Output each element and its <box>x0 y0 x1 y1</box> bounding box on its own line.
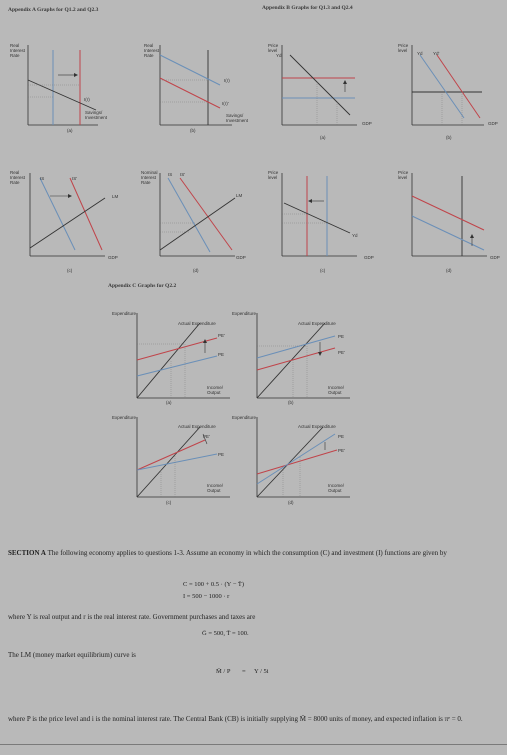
axis-label-actual-c3: Actual Expenditure <box>178 424 216 429</box>
panel-label-c1: (a) <box>166 400 172 405</box>
axis-label-income-c2: Income/ Output <box>328 385 345 395</box>
panel-label-c2: (b) <box>288 400 294 405</box>
section-intro <box>8 548 498 558</box>
panel-label-b1: (a) <box>320 135 326 140</box>
panel-label-a4: (d) <box>193 268 199 273</box>
axis-label-gdp-b3: GDP <box>364 255 374 260</box>
axis-label-price-b4: Price level <box>398 170 409 180</box>
panel-label-b3: (c) <box>320 268 326 273</box>
curve-label-yd-b2: Yd <box>417 51 423 56</box>
panel-label-b4: (d) <box>446 268 452 273</box>
axis-label-savings-a1: Savings/ Investment <box>85 110 108 120</box>
paragraph-lm: The LM (money market equilibrium) curve is <box>8 651 136 659</box>
section-title: SECTION A <box>8 549 46 557</box>
axis-label-real-interest-a1: Real Interest Rate <box>10 43 26 58</box>
axis-label-gdp-a3: GDP <box>108 255 118 260</box>
curve-label-is-a3: IS <box>40 176 45 181</box>
axis-label-price-b3: Price level <box>268 170 279 180</box>
graph-b3 <box>262 168 362 263</box>
curve-label-lm-a4: LM <box>236 193 243 198</box>
axis-label-gdp-a4: GDP <box>236 255 246 260</box>
axis-label-gdp-b4: GDP <box>490 255 500 260</box>
curve-label-is2-a4: IS' <box>180 172 186 177</box>
panel-label-c4: (d) <box>288 500 294 505</box>
axis-label-actual-c2: Actual Expenditure <box>298 321 336 326</box>
curve-label-is2-a3: IS' <box>72 176 78 181</box>
axis-label-income-c1: Income/ Output <box>207 385 224 395</box>
appendix-c-header: Appendix C Graphs for Q2.2 <box>108 283 177 289</box>
curve-label-pe2-c1: PE' <box>218 333 225 338</box>
curve-label-pe-c4: PE <box>338 434 345 439</box>
axis-label-nominal-interest-a4: Nominal Interest Rate <box>141 170 158 185</box>
curve-label-yd-b1: Yd <box>276 53 282 58</box>
axis-label-income-c4: Income/ Output <box>328 483 345 493</box>
panel-label-b2: (b) <box>446 135 452 140</box>
axis-label-savings-a2: Savings/ Investment <box>226 113 249 123</box>
graph-b2 <box>392 40 492 140</box>
axis-label-expenditure-c1: Expenditure <box>112 311 137 316</box>
axis-label-expenditure-c2: Expenditure <box>232 311 257 316</box>
bottom-divider <box>0 744 507 745</box>
paragraph-government: where Y is real output and r is the real interest rate. Government purchases and taxes are <box>8 613 256 621</box>
curve-label-pe-c1: PE <box>218 352 225 357</box>
curve-label-pe2-c4: PE' <box>338 448 345 453</box>
axis-label-actual-c4: Actual Expenditure <box>298 424 336 429</box>
panel-label-a3: (c) <box>67 268 73 273</box>
curve-label-pe-c3: PE <box>218 452 225 457</box>
curve-label-ir-a1: I(r) <box>84 97 90 102</box>
panel-label-a2: (b) <box>190 128 196 133</box>
axis-label-gdp-b2: GDP <box>488 121 498 126</box>
section-intro-text: The following economy applies to questions 1-3. Assume an economy in which the consumption (C) and investment (I) functions are given by <box>47 549 447 557</box>
paragraph-central-bank: where P is the price level and i is the nominal interest rate. The Central Bank (CB) is initially supplying M̄ = 8000 units of money, and expected inflation is πᵉ = 0. <box>8 715 463 723</box>
curve-label-pe-c2: PE <box>338 334 345 339</box>
curve-label-ir-a2: I(r) <box>224 78 230 83</box>
axis-label-expenditure-c3: Expenditure <box>112 415 137 420</box>
equation-lm-right: Y / 5i <box>254 668 269 675</box>
curve-label-lm-a3: LM <box>112 194 119 199</box>
curve-label-is-a4: IS <box>168 172 173 177</box>
graph-b4 <box>392 168 492 263</box>
curve-label-pe2-c3: PE' <box>203 434 210 439</box>
panel-label-c3: (c) <box>166 500 172 505</box>
appendix-a-header: Appendix A Graphs for Q1.2 and Q2.3 <box>8 7 99 13</box>
equation-investment: I = 500 − 1000 · r <box>183 593 230 600</box>
curve-label-pe2-c2: PE' <box>338 350 345 355</box>
axis-label-price-b1: Price level <box>268 43 279 53</box>
axis-label-price-b2: Price level <box>398 43 409 53</box>
axis-label-real-interest-a2: Real Interest Rate <box>144 43 160 58</box>
curve-label-yd-b3: Yd <box>352 233 358 238</box>
axis-label-gdp-b1: GDP <box>362 121 372 126</box>
appendix-b-header: Appendix B Graphs for Q1.3 and Q2.4 <box>262 5 353 11</box>
equation-government: Ḡ = 500, T̄ = 100. <box>202 630 249 637</box>
panel-label-a1: (a) <box>67 128 73 133</box>
axis-label-income-c3: Income/ Output <box>207 483 224 493</box>
axis-label-expenditure-c4: Expenditure <box>232 415 257 420</box>
equation-consumption: C = 100 + 0.5 · (Y − T̄) <box>183 581 245 588</box>
curve-label-ir2-a2: I(r)' <box>222 101 229 106</box>
axis-label-real-interest-a3: Real Interest Rate <box>10 170 26 185</box>
axis-label-actual-c1: Actual Expenditure <box>178 321 216 326</box>
page: Appendix A Graphs for Q1.2 and Q2.3 Appendix B Graphs for Q1.3 and Q2.4 Real Interest Rate Savings/ Investment I(r) (a) Real Interest Rate Savings/ Investment I(r) I(r)' (b) Price level GDP Yd (a) Price level GDP Yd Yd' (b) Real Interest Rate IS IS' LM GDP (c) Nominal Interest Rate IS IS' LM GDP (d) Price level Yd GDP (c) Price level GDP (d) Appendix C Graphs for Q2.2 Expenditure Actual Expenditure PE' PE Income/ Output (a) Expenditure Actual Expenditure PE PE' Income/ Output (b) Expenditure Actual Expenditure PE' PE Income/ Output (c) Expenditure Actual Expenditure PE PE' Income/ Output (d) SECTION A The following economy applies to questions 1-3. Assume an economy in which the consumption (C) and investment (I) functions are given by C = 100 + 0.5 · (Y − T̄) I = 500 − 1000 · r where Y is real output and r is the real interest rate. Government purchases and taxes are Ḡ = 500, T̄ = 100. The LM (money market equilibrium) curve is M̄ / P = Y / 5i where P is the price level and i is the nominal interest rate. The Central Bank (CB) is initially supplying M̄ = 8000 units of money, and expected inflation is πᵉ = 0. <box>0 0 507 755</box>
curve-label-yd2-b2: Yd' <box>433 51 440 56</box>
equation-lm-left: M̄ / P <box>216 668 231 675</box>
